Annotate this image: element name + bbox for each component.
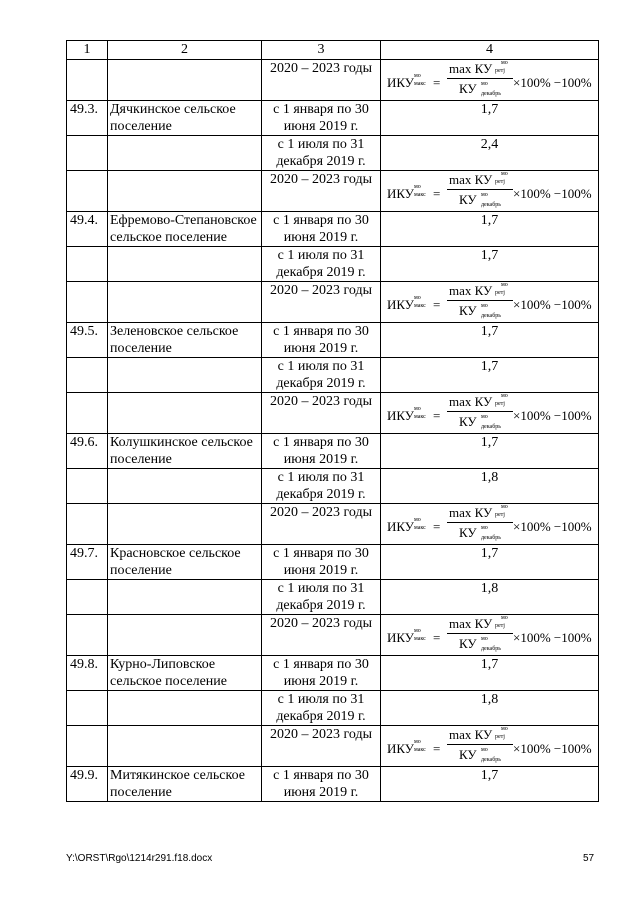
row-number bbox=[67, 469, 108, 504]
row-number bbox=[67, 393, 108, 434]
formula-tail: ×100% −100% bbox=[513, 741, 592, 756]
table-header-row bbox=[67, 41, 599, 60]
formula-num-sup: мо bbox=[501, 615, 508, 621]
fraction-bar bbox=[447, 411, 513, 412]
row-number: 49.7. bbox=[67, 545, 108, 580]
settlement-name: Ефремово-Степановское сельское поселение bbox=[108, 212, 262, 247]
formula-lhs-sup: мо bbox=[414, 628, 421, 634]
formula-denominator: КУ bbox=[459, 303, 477, 318]
value-cell: 1,7 bbox=[381, 656, 599, 691]
settlement-name bbox=[108, 580, 262, 615]
formula bbox=[383, 504, 596, 544]
formula-cell bbox=[381, 504, 599, 545]
settlement-name bbox=[108, 358, 262, 393]
fraction-bar bbox=[447, 522, 513, 523]
period-cell: с 1 июля по 31 декабря 2019 г. bbox=[262, 469, 381, 504]
formula-lhs-sub: макс bbox=[414, 636, 426, 642]
formula bbox=[383, 60, 596, 100]
table-row bbox=[67, 60, 599, 101]
settlement-name bbox=[108, 469, 262, 504]
header-col-2: 2 bbox=[108, 41, 262, 60]
formula-num-sup: мо bbox=[501, 282, 508, 288]
value-cell: 1,8 bbox=[381, 691, 599, 726]
formula-num-sub: ретj bbox=[495, 734, 505, 740]
header-col-4: 4 bbox=[381, 41, 599, 60]
formula bbox=[383, 282, 596, 322]
formula-lhs-sub: макс bbox=[414, 81, 426, 87]
value-cell: 1,7 bbox=[381, 434, 599, 469]
formula-denominator: КУ bbox=[459, 414, 477, 429]
formula-lhs: ИКУ bbox=[387, 297, 415, 312]
formula-den-sub: декабрь bbox=[481, 313, 501, 319]
formula-num-sup: мо bbox=[501, 171, 508, 177]
row-number bbox=[67, 726, 108, 767]
formula-num-sup: мо bbox=[501, 60, 508, 66]
formula-lhs: ИКУ bbox=[387, 630, 415, 645]
formula-numerator: max КУ bbox=[449, 394, 493, 409]
formula-lhs-sub: макс bbox=[414, 303, 426, 309]
period-cell: с 1 января по 30 июня 2019 г. bbox=[262, 212, 381, 247]
formula-tail: ×100% −100% bbox=[513, 297, 592, 312]
formula bbox=[383, 726, 596, 766]
period-cell: 2020 – 2023 годы bbox=[262, 726, 381, 767]
row-number bbox=[67, 691, 108, 726]
footer-file-path: Y:\ORST\Rgo\1214r291.f18.docx bbox=[66, 853, 213, 864]
header-col-3: 3 bbox=[262, 41, 381, 60]
period-cell: с 1 января по 30 июня 2019 г. bbox=[262, 101, 381, 136]
formula-num-sub: ретj bbox=[495, 401, 505, 407]
fraction-bar bbox=[447, 744, 513, 745]
formula-den-sup: мо bbox=[481, 303, 488, 309]
formula-den-sub: декабрь bbox=[481, 757, 501, 763]
row-number: 49.6. bbox=[67, 434, 108, 469]
row-number bbox=[67, 580, 108, 615]
formula-den-sub: декабрь bbox=[481, 202, 501, 208]
formula-cell bbox=[381, 615, 599, 656]
value-cell: 1,7 bbox=[381, 247, 599, 282]
formula-cell bbox=[381, 393, 599, 434]
settlement-name: Зеленовское сельское поселение bbox=[108, 323, 262, 358]
formula-num-sub: ретj bbox=[495, 512, 505, 518]
formula-lhs-sup: мо bbox=[414, 406, 421, 412]
formula-lhs: ИКУ bbox=[387, 519, 415, 534]
formula-num-sub: ретj bbox=[495, 68, 505, 74]
value-cell: 1,7 bbox=[381, 545, 599, 580]
formula-den-sub: декабрь bbox=[481, 91, 501, 97]
footer-page-number: 57 bbox=[583, 853, 595, 864]
settlement-name bbox=[108, 136, 262, 171]
period-cell: с 1 июля по 31 декабря 2019 г. bbox=[262, 691, 381, 726]
row-number bbox=[67, 171, 108, 212]
table-row bbox=[67, 691, 599, 726]
formula-den-sup: мо bbox=[481, 747, 488, 753]
formula-equals: = bbox=[433, 75, 441, 90]
row-number: 49.4. bbox=[67, 212, 108, 247]
settlement-name bbox=[108, 504, 262, 545]
formula-den-sup: мо bbox=[481, 192, 488, 198]
formula-lhs-sup: мо bbox=[414, 184, 421, 190]
row-number bbox=[67, 136, 108, 171]
formula-lhs-sub: макс bbox=[414, 525, 426, 531]
period-cell: с 1 июля по 31 декабря 2019 г. bbox=[262, 580, 381, 615]
period-cell: с 1 января по 30 июня 2019 г. bbox=[262, 545, 381, 580]
formula-denominator: КУ bbox=[459, 636, 477, 651]
settlement-name bbox=[108, 726, 262, 767]
table-row bbox=[67, 393, 599, 434]
value-cell: 1,8 bbox=[381, 580, 599, 615]
value-cell: 1,7 bbox=[381, 767, 599, 802]
value-cell: 2,4 bbox=[381, 136, 599, 171]
settlement-name bbox=[108, 615, 262, 656]
period-cell: с 1 июля по 31 декабря 2019 г. bbox=[262, 247, 381, 282]
formula bbox=[383, 171, 596, 211]
value-cell: 1,7 bbox=[381, 323, 599, 358]
formula-equals: = bbox=[433, 297, 441, 312]
table-row bbox=[67, 171, 599, 212]
formula-den-sub: декабрь bbox=[481, 646, 501, 652]
formula-lhs-sup: мо bbox=[414, 517, 421, 523]
formula-equals: = bbox=[433, 630, 441, 645]
settlement-name: Митякинское сельское поселение bbox=[108, 767, 262, 802]
formula-lhs-sub: макс bbox=[414, 414, 426, 420]
formula-tail: ×100% −100% bbox=[513, 186, 592, 201]
formula-lhs-sup: мо bbox=[414, 739, 421, 745]
period-cell: 2020 – 2023 годы bbox=[262, 60, 381, 101]
fraction-bar bbox=[447, 78, 513, 79]
formula-den-sup: мо bbox=[481, 81, 488, 87]
value-cell: 1,8 bbox=[381, 469, 599, 504]
formula-denominator: КУ bbox=[459, 192, 477, 207]
formula bbox=[383, 615, 596, 655]
formula-tail: ×100% −100% bbox=[513, 408, 592, 423]
table-row bbox=[67, 247, 599, 282]
settlement-name bbox=[108, 393, 262, 434]
row-number bbox=[67, 60, 108, 101]
formula-num-sub: ретj bbox=[495, 290, 505, 296]
row-number: 49.8. bbox=[67, 656, 108, 691]
formula-tail: ×100% −100% bbox=[513, 75, 592, 90]
row-number bbox=[67, 282, 108, 323]
settlement-name bbox=[108, 60, 262, 101]
formula-tail: ×100% −100% bbox=[513, 519, 592, 534]
row-number bbox=[67, 615, 108, 656]
formula-cell bbox=[381, 726, 599, 767]
table-row bbox=[67, 358, 599, 393]
formula-den-sup: мо bbox=[481, 414, 488, 420]
period-cell: с 1 января по 30 июня 2019 г. bbox=[262, 434, 381, 469]
formula-lhs-sup: мо bbox=[414, 73, 421, 79]
formula-numerator: max КУ bbox=[449, 61, 493, 76]
period-cell: 2020 – 2023 годы bbox=[262, 504, 381, 545]
settlement-name bbox=[108, 171, 262, 212]
formula-den-sup: мо bbox=[481, 636, 488, 642]
formula-lhs: ИКУ bbox=[387, 408, 415, 423]
table-row bbox=[67, 767, 599, 802]
table-row bbox=[67, 656, 599, 691]
table-row bbox=[67, 212, 599, 247]
formula-equals: = bbox=[433, 408, 441, 423]
period-cell: с 1 января по 30 июня 2019 г. bbox=[262, 767, 381, 802]
formula-num-sup: мо bbox=[501, 393, 508, 399]
table-row bbox=[67, 101, 599, 136]
value-cell: 1,7 bbox=[381, 212, 599, 247]
table-row bbox=[67, 580, 599, 615]
table-row bbox=[67, 504, 599, 545]
formula-lhs-sup: мо bbox=[414, 295, 421, 301]
row-number bbox=[67, 358, 108, 393]
formula-tail: ×100% −100% bbox=[513, 630, 592, 645]
period-cell: с 1 января по 30 июня 2019 г. bbox=[262, 656, 381, 691]
formula-numerator: max КУ bbox=[449, 616, 493, 631]
table-row bbox=[67, 469, 599, 504]
formula-den-sup: мо bbox=[481, 525, 488, 531]
fraction-bar bbox=[447, 633, 513, 634]
formula-num-sup: мо bbox=[501, 726, 508, 732]
formula-cell bbox=[381, 60, 599, 101]
settlement-name: Красновское сельское поселение bbox=[108, 545, 262, 580]
formula-numerator: max КУ bbox=[449, 505, 493, 520]
formula-numerator: max КУ bbox=[449, 283, 493, 298]
period-cell: с 1 июля по 31 декабря 2019 г. bbox=[262, 358, 381, 393]
row-number: 49.3. bbox=[67, 101, 108, 136]
formula-numerator: max КУ bbox=[449, 727, 493, 742]
formula-denominator: КУ bbox=[459, 525, 477, 540]
formula-denominator: КУ bbox=[459, 81, 477, 96]
value-cell: 1,7 bbox=[381, 358, 599, 393]
settlement-name: Дячкинское сельское поселение bbox=[108, 101, 262, 136]
settlement-name bbox=[108, 282, 262, 323]
table-row bbox=[67, 615, 599, 656]
table-row bbox=[67, 136, 599, 171]
fraction-bar bbox=[447, 300, 513, 301]
formula-num-sub: ретj bbox=[495, 623, 505, 629]
header-col-1: 1 bbox=[67, 41, 108, 60]
formula-numerator: max КУ bbox=[449, 172, 493, 187]
formula-denominator: КУ bbox=[459, 747, 477, 762]
table-row bbox=[67, 323, 599, 358]
formula-cell bbox=[381, 282, 599, 323]
period-cell: 2020 – 2023 годы bbox=[262, 171, 381, 212]
row-number: 49.9. bbox=[67, 767, 108, 802]
settlement-name bbox=[108, 247, 262, 282]
formula-equals: = bbox=[433, 186, 441, 201]
period-cell: 2020 – 2023 годы bbox=[262, 282, 381, 323]
period-cell: с 1 января по 30 июня 2019 г. bbox=[262, 323, 381, 358]
formula bbox=[383, 393, 596, 433]
row-number bbox=[67, 247, 108, 282]
formula-lhs: ИКУ bbox=[387, 75, 415, 90]
formula-lhs: ИКУ bbox=[387, 186, 415, 201]
formula-den-sub: декабрь bbox=[481, 535, 501, 541]
table-row bbox=[67, 434, 599, 469]
value-cell: 1,7 bbox=[381, 101, 599, 136]
settlement-name: Курно-Липовское сельское поселение bbox=[108, 656, 262, 691]
row-number: 49.5. bbox=[67, 323, 108, 358]
row-number bbox=[67, 504, 108, 545]
formula-lhs: ИКУ bbox=[387, 741, 415, 756]
formula-lhs-sub: макс bbox=[414, 192, 426, 198]
settlement-name: Колушкинское сельское поселение bbox=[108, 434, 262, 469]
formula-equals: = bbox=[433, 741, 441, 756]
formula-num-sup: мо bbox=[501, 504, 508, 510]
formula-den-sub: декабрь bbox=[481, 424, 501, 430]
fraction-bar bbox=[447, 189, 513, 190]
table-row bbox=[67, 726, 599, 767]
period-cell: 2020 – 2023 годы bbox=[262, 615, 381, 656]
formula-lhs-sub: макс bbox=[414, 747, 426, 753]
tariff-table bbox=[66, 40, 599, 802]
formula-equals: = bbox=[433, 519, 441, 534]
formula-cell bbox=[381, 171, 599, 212]
table-row bbox=[67, 282, 599, 323]
settlement-name bbox=[108, 691, 262, 726]
period-cell: с 1 июля по 31 декабря 2019 г. bbox=[262, 136, 381, 171]
formula-num-sub: ретj bbox=[495, 179, 505, 185]
table-row bbox=[67, 545, 599, 580]
period-cell: 2020 – 2023 годы bbox=[262, 393, 381, 434]
